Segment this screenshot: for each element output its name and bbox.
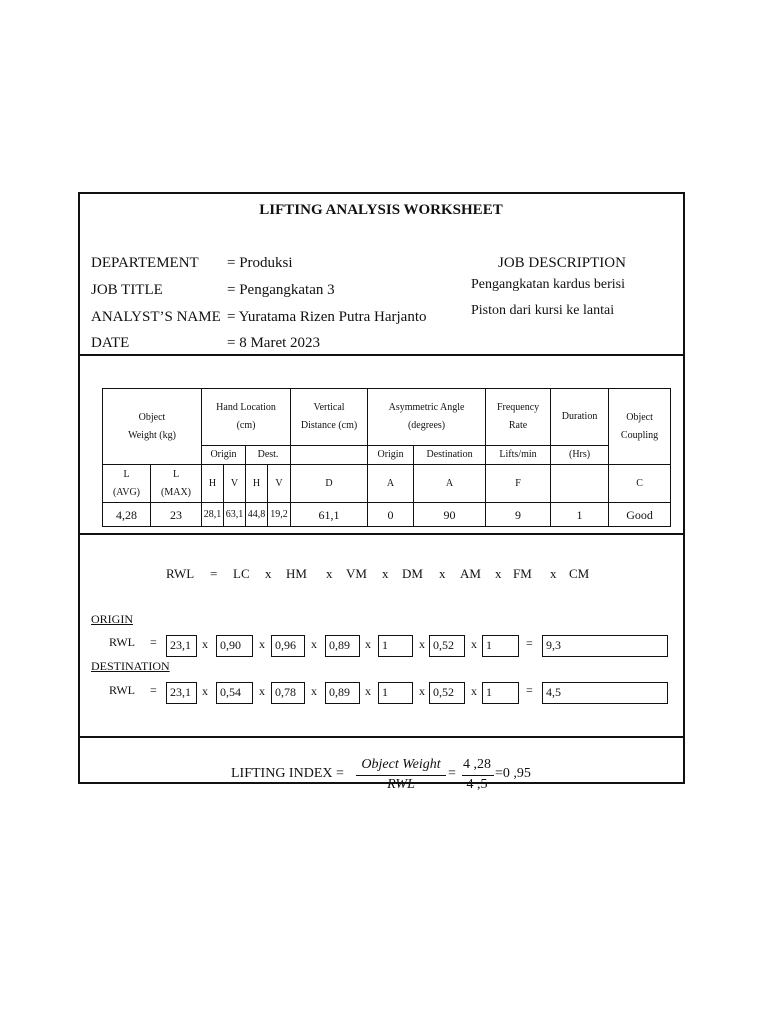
destination-hm-box: 0,54: [216, 682, 253, 704]
job-title-value: = Pengangkatan 3: [227, 282, 335, 298]
symbol-v-dest: V: [268, 465, 291, 503]
destination-times: x: [311, 684, 317, 698]
value-v-origin: 63,1: [224, 503, 246, 527]
value-l-avg: 4,28: [103, 503, 151, 527]
header-frequency: [486, 389, 551, 446]
symbol-l-avg-line1: L: [123, 468, 130, 480]
destination-times: x: [419, 684, 425, 698]
fraction-bar: [356, 775, 446, 776]
symbol-a-origin: A: [368, 465, 414, 503]
symbol-l-avg: [103, 465, 151, 503]
analyst-label: ANALYST’S NAME: [91, 309, 221, 325]
origin-hm-box: 0,90: [216, 635, 253, 657]
origin-label: ORIGIN: [91, 612, 133, 626]
destination-equals: =: [526, 683, 533, 697]
fraction-bar: [462, 775, 494, 776]
department-label: DEPARTEMENT: [91, 255, 199, 271]
header-vertical-line2: Distance (cm): [300, 420, 358, 431]
header-hand-location-line2: (cm): [236, 420, 256, 431]
header-hand-location: [202, 389, 291, 446]
sub-asym-dest: Destination: [414, 446, 486, 465]
symbol-l-max: [151, 465, 202, 503]
origin-rwl-label: RWL: [109, 635, 135, 649]
destination-times: x: [259, 684, 265, 698]
value-h-dest: 44,8: [246, 503, 268, 527]
header-object-weight-line1: Object: [138, 411, 166, 423]
formula-term: =: [210, 566, 218, 581]
destination-times: x: [202, 684, 208, 698]
sub-lifts: Lifts/min: [486, 446, 551, 465]
destination-rwl-result: 4,5: [542, 682, 668, 704]
formula-term: CM: [569, 566, 590, 581]
origin-fm-box: 0,52: [429, 635, 465, 657]
analyst-value: = Yuratama Rizen Putra Harjanto: [227, 309, 427, 325]
worksheet: [78, 192, 685, 792]
symbol-l-max-line1: L: [172, 468, 180, 480]
symbol-h-origin: H: [202, 465, 224, 503]
formula-term: x: [495, 566, 502, 581]
header-asymmetric: [368, 389, 486, 446]
origin-times: x: [202, 637, 208, 651]
lifting-index-denominator: RWL: [387, 777, 415, 792]
value-v-dest: 19,2: [268, 503, 291, 527]
header-frequency-line1: Frequency: [496, 402, 540, 413]
divider: [78, 736, 685, 738]
destination-times: x: [471, 684, 477, 698]
header-object-weight: [103, 389, 202, 465]
formula-term: RWL: [166, 566, 195, 581]
formula-term: x: [382, 566, 389, 581]
origin-vm-box: 0,96: [271, 635, 305, 657]
destination-fm-box: 0,52: [429, 682, 465, 704]
header-vertical: [291, 389, 368, 446]
destination-lc-box: 23,1: [166, 682, 197, 704]
worksheet-title: LIFTING ANALYSIS WORKSHEET: [259, 202, 503, 218]
origin-times: x: [419, 637, 425, 651]
job-description-line1: Pengangkatan kardus berisi: [471, 277, 625, 292]
value-a-dest: 90: [414, 503, 486, 527]
formula-term: VM: [346, 566, 367, 581]
symbol-h-dest: H: [246, 465, 268, 503]
formula-term: DM: [402, 566, 423, 581]
formula-term: x: [439, 566, 446, 581]
origin-times: x: [365, 637, 371, 651]
lifting-index: [80, 742, 682, 792]
origin-times: x: [259, 637, 265, 651]
divider: [78, 354, 685, 356]
lifting-index-equals: =: [448, 766, 456, 781]
sub-asym-origin: Origin: [368, 446, 414, 465]
lifting-index-result: =0 ,95: [495, 766, 531, 781]
value-a-origin: 0: [368, 503, 414, 527]
divider: [78, 533, 685, 535]
date-value: = 8 Maret 2023: [227, 335, 321, 351]
formula-term: x: [550, 566, 557, 581]
lifting-index-rwl-value: 4 ,5: [466, 777, 488, 792]
origin-dm-box: 0,89: [325, 635, 360, 657]
department-value: = Produksi: [227, 255, 293, 271]
origin-cm-box: 1: [482, 635, 519, 657]
sub-vertical-empty: [291, 446, 368, 465]
origin-equals: =: [526, 636, 533, 650]
sub-dest: Dest.: [246, 446, 291, 465]
formula-term: LC: [233, 566, 250, 581]
destination-equals: =: [150, 683, 157, 697]
header-coupling: [609, 389, 671, 465]
sub-origin: Origin: [202, 446, 246, 465]
job-title-label: JOB TITLE: [91, 282, 163, 298]
symbol-f: F: [486, 465, 551, 503]
origin-lc-box: 23,1: [166, 635, 197, 657]
symbol-c: C: [609, 465, 671, 503]
job-description-label: JOB DESCRIPTION: [498, 255, 626, 271]
symbol-duration-empty: [551, 465, 609, 503]
value-h-origin: 28,1: [202, 503, 224, 527]
lifting-data-table: [102, 388, 671, 527]
header-coupling-line2: Coupling: [620, 429, 659, 441]
header-hand-location-line1: Hand Location: [216, 402, 276, 413]
header-asymmetric-line2: (degrees): [407, 420, 446, 431]
value-l-max: 23: [151, 503, 202, 527]
lifting-index-numerator: Object Weight: [361, 757, 441, 772]
formula-term: AM: [460, 566, 481, 581]
origin-equals: =: [150, 635, 157, 649]
origin-am-box: 1: [378, 635, 413, 657]
symbol-a-dest: A: [414, 465, 486, 503]
job-description-line2: Piston dari kursi ke lantai: [471, 303, 615, 318]
header-coupling-line1: Object: [626, 411, 653, 423]
symbol-d: D: [291, 465, 368, 503]
formula-term: x: [265, 566, 272, 581]
destination-dm-box: 0,89: [325, 682, 360, 704]
value-d: 61,1: [291, 503, 368, 527]
header-duration: Duration: [551, 389, 609, 446]
header-object-weight-line2: Weight (kg): [128, 429, 176, 441]
origin-times: x: [471, 637, 477, 651]
destination-vm-box: 0,78: [271, 682, 305, 704]
origin-rwl-result: 9,3: [542, 635, 668, 657]
rwl-formula: [80, 566, 682, 584]
header-asymmetric-line1: Asymmetric Angle: [388, 402, 465, 413]
destination-times: x: [365, 684, 371, 698]
formula-term: FM: [513, 566, 532, 581]
formula-term: HM: [286, 566, 307, 581]
destination-am-box: 1: [378, 682, 413, 704]
date-label: DATE: [91, 335, 130, 351]
symbol-v-origin: V: [224, 465, 246, 503]
header-frequency-line2: Rate: [508, 420, 528, 431]
destination-label: DESTINATION: [91, 659, 170, 673]
formula-term: x: [326, 566, 333, 581]
value-coupling: Good: [609, 503, 671, 527]
value-duration: 1: [551, 503, 609, 527]
value-f: 9: [486, 503, 551, 527]
header-vertical-line1: Vertical: [313, 402, 345, 413]
symbol-l-avg-line2: (AVG): [112, 486, 141, 498]
lifting-index-label: LIFTING INDEX =: [231, 766, 344, 781]
sub-hrs: (Hrs): [551, 446, 609, 465]
origin-times: x: [311, 637, 317, 651]
symbol-l-max-line2: (MAX): [161, 486, 191, 498]
destination-cm-box: 1: [482, 682, 519, 704]
destination-rwl-label: RWL: [109, 683, 135, 697]
lifting-index-weight-value: 4 ,28: [463, 757, 491, 772]
